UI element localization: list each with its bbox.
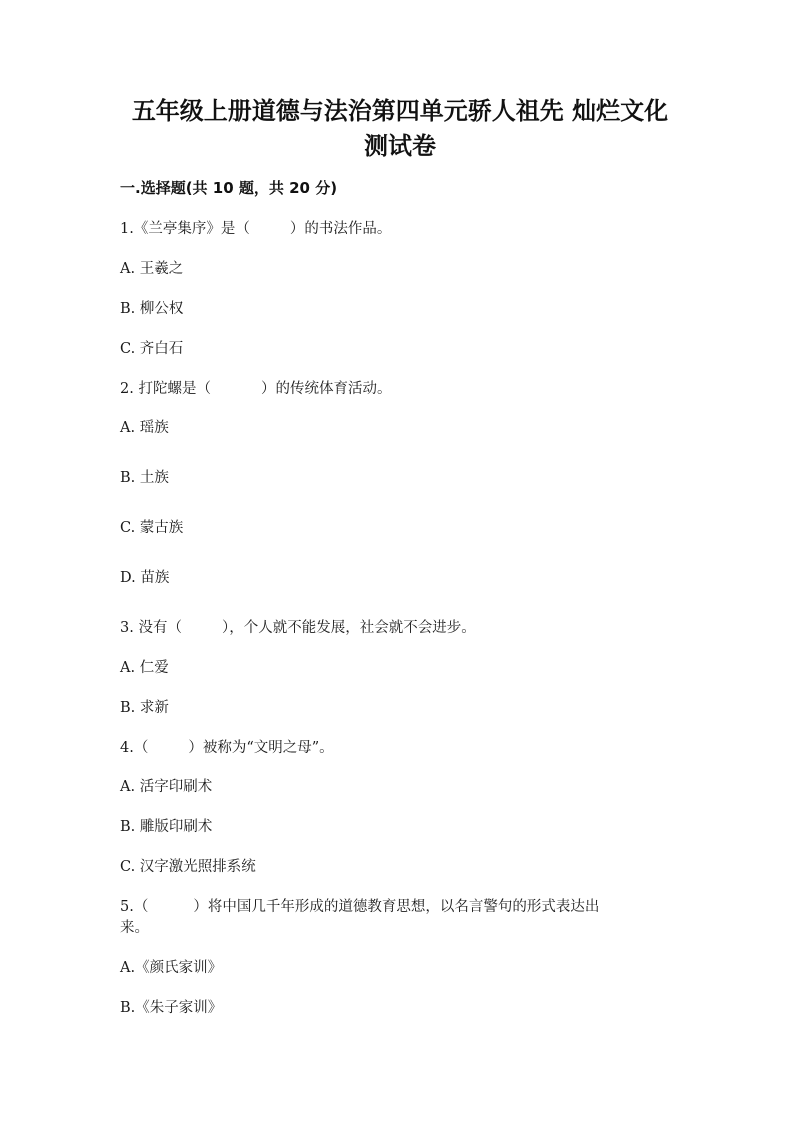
question-1-option-b: B. 柳公权 (120, 301, 184, 317)
question-3-stem-before: 3. 没有（ (120, 620, 182, 636)
question-4-stem (120, 737, 680, 759)
question-4-stem-after: ）被称为“文明之母”。 (188, 740, 334, 756)
question-3-option-b: B. 求新 (120, 700, 169, 716)
question-4-option-c: C. 汉字激光照排系统 (120, 859, 256, 875)
question-1-stem (120, 218, 680, 240)
question-3-stem (120, 617, 680, 639)
document-title-line-2: 测试卷 (364, 132, 436, 160)
question-1-stem-after: ）的书法作品。 (289, 221, 392, 237)
question-3-stem-after: ），个人就不能发展，社会就不会进步。 (221, 620, 476, 636)
question-2-stem-before: 2. 打陀螺是（ (120, 381, 211, 397)
question-1-stem-before: 1.《兰亭集序》是（ (120, 221, 250, 237)
question-5-option-b: B.《朱子家训》 (120, 1000, 223, 1016)
question-5-stem-continued: 来。 (120, 920, 149, 936)
question-2-option-b: B. 土族 (120, 470, 169, 486)
question-2-option-d: D. 苗族 (120, 570, 170, 586)
question-2-stem-after: ）的传统体育活动。 (260, 381, 392, 397)
question-2-option-a: A. 瑶族 (120, 420, 169, 436)
question-3-option-a: A. 仁爱 (120, 660, 169, 676)
question-4-option-b: B. 雕版印刷术 (120, 819, 213, 835)
question-5-option-a: A.《颜氏家训》 (120, 960, 223, 976)
question-4-stem-before: 4.（ (120, 740, 149, 756)
question-5-stem-before: 5.（ (120, 899, 149, 915)
question-1-option-c: C. 齐白石 (120, 341, 184, 357)
question-5-stem (120, 896, 680, 918)
question-2-option-c: C. 蒙古族 (120, 520, 184, 536)
section-heading: 一.选择题(共 10 题，共 20 分) (120, 179, 338, 197)
question-1-option-a: A. 王羲之 (120, 261, 184, 277)
question-4-option-a: A. 活字印刷术 (120, 779, 213, 795)
question-5-stem-after: ）将中国几千年形成的道德教育思想，以名言警句的形式表达出 (193, 899, 600, 915)
document-title-line-1: 五年级上册道德与法治第四单元骄人祖先 灿烂文化 (131, 97, 669, 125)
question-2-stem (120, 378, 680, 400)
